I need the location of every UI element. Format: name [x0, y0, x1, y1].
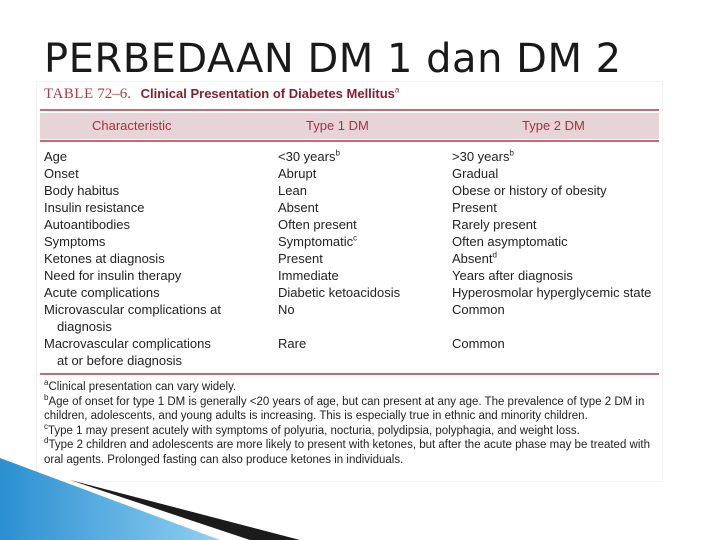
- cell-type2: >30 years$^b$: [452, 148, 514, 164]
- cell-characteristic: Microvascular complications at diagnosis: [44, 302, 222, 334]
- cell-type2: Absent$^d$: [452, 250, 497, 266]
- caption-label: TABLE: [44, 86, 94, 102]
- top-rule: [40, 109, 659, 111]
- table-row: [37, 199, 662, 216]
- cell-type2: Years after diagnosis: [452, 268, 573, 283]
- cell-type2: Common: [452, 302, 505, 317]
- table-row: [37, 284, 662, 301]
- cell-type2: Obese or history of obesity: [452, 183, 607, 198]
- table-header: [40, 113, 659, 139]
- cell-characteristic: Onset: [44, 166, 79, 181]
- table-caption: [44, 86, 399, 103]
- header-type1: Type 1 DM: [306, 118, 369, 133]
- table-row: [37, 250, 662, 267]
- footnote-rule: [40, 373, 659, 375]
- table-row: [37, 216, 662, 233]
- cell-type2: Rarely present: [452, 217, 537, 232]
- cell-characteristic: Macrovascular complications at or before diagnosis: [44, 336, 211, 368]
- cell-type2: Common: [452, 336, 505, 351]
- cell-characteristic: Ketones at diagnosis: [44, 251, 165, 266]
- table-row: [37, 148, 662, 165]
- cell-type2: Gradual: [452, 166, 499, 181]
- table-row: [37, 335, 662, 369]
- table-row: [37, 165, 662, 182]
- cell-type1: Lean: [278, 183, 307, 198]
- table-body: [37, 148, 662, 369]
- cell-type1: <30 years$^b$: [278, 148, 340, 164]
- header-type2: Type 2 DM: [522, 118, 585, 133]
- cell-type1: Abrupt: [278, 166, 317, 181]
- table-row: [37, 267, 662, 284]
- footnote: $^d$Type 2 children and adolescents are more likely to present with ketones, but after the acute phase may be treated with oral agents. Prolonged fasting can also produce ketones in individuals.: [44, 436, 650, 466]
- footnote: $^a$Clinical presentation can vary widely.: [44, 378, 237, 393]
- cell-characteristic: Symptoms: [44, 234, 106, 249]
- table-figure: [37, 82, 662, 481]
- caption-number: 72–6.: [97, 86, 131, 102]
- cell-type1: Immediate: [278, 268, 339, 283]
- cell-type1: Rare: [278, 336, 307, 351]
- footnote: $^c$Type 1 may present acutely with symptoms of polyuria, nocturia, polydipsia, polyphagia, and weight loss.: [44, 421, 580, 437]
- cell-type1: Present: [278, 251, 323, 266]
- header-rule: [40, 140, 659, 142]
- table-row: [37, 182, 662, 199]
- cell-type2: Often asymptomatic: [452, 234, 568, 249]
- cell-characteristic: Body habitus: [44, 183, 120, 198]
- cell-characteristic: Need for insulin therapy: [44, 268, 182, 283]
- cell-type1: Diabetic ketoacidosis: [278, 285, 401, 300]
- cell-type2: Hyperosmolar hyperglycemic state: [452, 285, 652, 300]
- table-row: [37, 233, 662, 250]
- cell-type1: No: [278, 302, 295, 317]
- slide-title: PERBEDAAN DM 1 dan DM 2: [44, 36, 622, 82]
- header-characteristic: Characteristic: [92, 118, 172, 133]
- caption-title: Clinical Presentation of Diabetes Mellitus: [140, 86, 395, 101]
- wedge-blue: [0, 458, 220, 540]
- cell-characteristic: Acute complications: [44, 285, 160, 300]
- table-row: [37, 301, 662, 335]
- cell-characteristic: Insulin resistance: [44, 200, 145, 215]
- caption-footnote-mark: a: [394, 85, 400, 95]
- cell-characteristic: Age: [44, 149, 68, 164]
- footnote: $^b$Age of onset for type 1 DM is generally <20 years of age, but can present at any age. The prevalence of type 2 DM in children, adolescents, and young adults is increasing. This is especially true in ethnic and minority children.: [44, 392, 645, 422]
- decorative-wedge: [0, 450, 300, 540]
- cell-characteristic: Autoantibodies: [44, 217, 131, 232]
- cell-type2: Present: [452, 200, 497, 215]
- cell-type1: Absent: [278, 200, 319, 215]
- cell-type1: Often present: [278, 217, 357, 232]
- cell-type1: Symptomatic$^c$: [278, 233, 358, 249]
